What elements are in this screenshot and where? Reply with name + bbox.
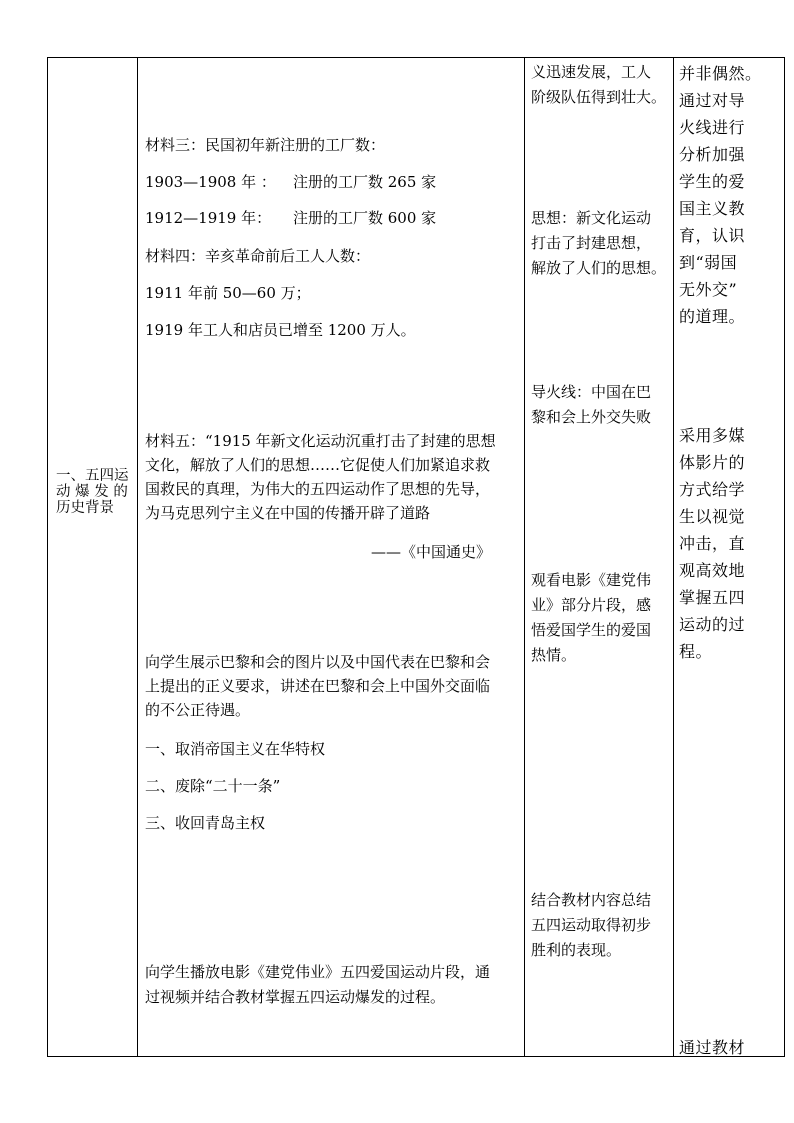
activity-line: 打击了封建思想， (531, 234, 652, 252)
film-line: 过视频并结合教材掌握五四运动爆发的过程。 (145, 988, 446, 1006)
activity-line: 胜利的表现。 (531, 941, 622, 959)
factory-row-label: 1912—1919 年： (145, 209, 272, 227)
film-line: 向学生播放电影《建党伟业》五四爱国运动片段，通 (145, 963, 491, 981)
activity-line: 义迅速发展，工人 (531, 63, 652, 81)
material-five-source: ——《中国通史》 (371, 543, 492, 561)
intent-line: 掌握五四 (679, 588, 746, 607)
material-five-line: 材料五：“1915 年新文化运动沉重打击了封建的思想 (145, 432, 496, 450)
demand-item: 一、取消帝国主义在华特权 (145, 740, 326, 758)
intent-line: 学生的爱 (679, 172, 746, 191)
activity-line: 热情。 (531, 646, 577, 664)
demand-item: 二、废除“二十一条” (145, 777, 281, 795)
worker-count-line: 1911 年前 50—60 万； (145, 284, 311, 302)
activity-line: 悟爱国学生的爱国 (531, 621, 652, 639)
paris-conference-line: 的不公正待遇。 (145, 701, 251, 719)
material-three-title: 材料三：民国初年新注册的工厂数： (145, 136, 386, 154)
intent-line: 育，认识 (679, 226, 746, 245)
activity-line: 导火线：中国在巴 (531, 383, 652, 401)
intent-line: 的道理。 (679, 307, 746, 326)
factory-row-label: 1903—1908 年 ： (145, 173, 276, 191)
material-five-line: 国救民的真理，为伟大的五四运动作了思想的先导， (145, 480, 491, 498)
section-heading-line: 历史背景 (56, 500, 114, 516)
intent-line: 到“弱国 (679, 253, 738, 272)
material-five-line: 文化，解放了人们的思想……它促使人们加紧追求救 (145, 456, 491, 474)
activity-line: 业》部分片段，感 (531, 596, 652, 614)
lesson-plan-table (47, 57, 785, 1057)
intent-line: 冲击，直 (679, 534, 746, 553)
intent-line: 国主义教 (679, 199, 746, 218)
factory-row-value: 注册的工厂数 600 家 (293, 209, 437, 227)
intent-line: 体影片的 (679, 453, 746, 472)
intent-line: 方式给学 (679, 480, 746, 499)
intent-line: 分析加强 (679, 145, 746, 164)
intent-line: 通过对导 (679, 91, 746, 110)
intent-line: 采用多媒 (679, 426, 746, 445)
intent-line: 运动的过 (679, 615, 746, 634)
intent-line: 并非偶然。 (679, 64, 762, 83)
activity-line: 阶级队伍得到壮大。 (531, 88, 667, 106)
material-five-line: 为马克思列宁主义在中国的传播开辟了道路 (145, 504, 431, 522)
design-intent-cell (673, 58, 786, 1056)
paris-conference-line: 上提出的正义要求，讲述在巴黎和会上中国外交面临 (145, 677, 491, 695)
activity-line: 解放了人们的思想。 (531, 259, 667, 277)
section-heading-cell (48, 58, 137, 1056)
worker-count-line: 1919 年工人和店员已增至 1200 万人。 (145, 321, 416, 339)
intent-line: 程。 (679, 642, 713, 661)
student-activity-cell (524, 58, 673, 1056)
factory-row-value: 注册的工厂数 265 家 (293, 173, 437, 191)
teaching-content-cell (137, 58, 524, 1056)
intent-line: 火线进行 (679, 118, 746, 137)
paris-conference-line: 向学生展示巴黎和会的图片以及中国代表在巴黎和会 (145, 653, 491, 671)
activity-line: 思想：新文化运动 (531, 209, 652, 227)
activity-line: 结合教材内容总结 (531, 891, 652, 909)
demand-item: 三、收回青岛主权 (145, 814, 266, 832)
intent-line: 观高效地 (679, 561, 746, 580)
intent-line: 通过教材 (679, 1038, 746, 1057)
intent-line: 无外交” (679, 280, 738, 299)
intent-line: 生以视觉 (679, 507, 746, 526)
activity-line: 五四运动取得初步 (531, 916, 652, 934)
section-heading-line: 一、五四运 (56, 468, 129, 484)
section-heading-line: 动 爆 发 的 (56, 484, 128, 500)
activity-line: 观看电影《建党伟 (531, 571, 652, 589)
activity-line: 黎和会上外交失败 (531, 408, 652, 426)
material-four-title: 材料四：辛亥革命前后工人人数： (145, 247, 371, 265)
